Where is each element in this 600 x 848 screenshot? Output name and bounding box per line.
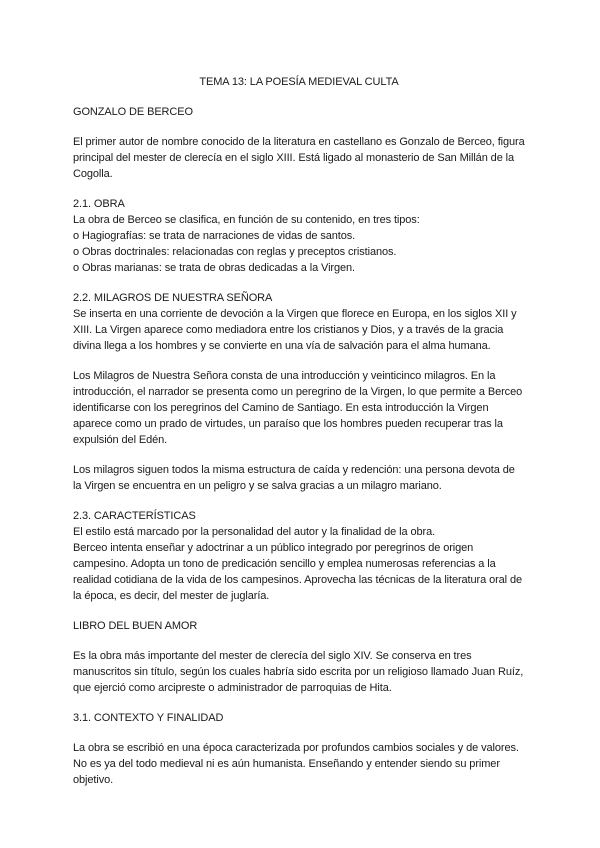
list-item: o Hagiografías: se trata de narraciones de vidas de santos. <box>73 230 356 242</box>
milagros-section <box>73 290 525 354</box>
obra-text: La obra de Berceo se clasifica, en función de su contenido, en tres tipos: <box>73 214 420 226</box>
document-title: TEMA 13: LA POESÍA MEDIEVAL CULTA <box>199 76 399 88</box>
milagros-paragraph-2: Los Milagros de Nuestra Señora consta de una introducción y veinticinco milagros. En la introducción, el narrador se presenta como un peregrino de la Virgen, lo que permite a Berceo identificarse con los peregrinos del Camino de Santiago. En esta introducción la Virgen aparece como un prado de virtudes, un paraíso que los hombres pueden recuperar tras la expulsión del Edén. <box>73 370 523 446</box>
buen-amor-intro-paragraph: Es la obra más importante del mester de clerecía del siglo XIV. Se conserva en tres manuscritos sin título, según los cuales habría sido escrita por un religioso llamado Juan Ruíz, que ejerció como arcipreste o administrador de parroquias de Hita. <box>73 650 524 694</box>
milagros-paragraph-3: Los milagros siguen todos la misma estructura de caída y redención: una persona devota de la Virgen se encuentra en un peligro y se salva gracias a un milagro mariano. <box>73 464 515 492</box>
section-heading-buen-amor: LIBRO DEL BUEN AMOR <box>73 620 198 632</box>
contexto-heading: 3.1. CONTEXTO Y FINALIDAD <box>73 712 224 724</box>
contexto-paragraph-1: La obra se escribió en una época caracterizada por profundos cambios sociales y de valores. No es ya del todo medieval ni es aún humanista. Enseñando y entender siendo su primer objetivo. <box>73 742 519 786</box>
caracteristicas-paragraph-1: El estilo está marcado por la personalidad del autor y la finalidad de la obra. <box>73 526 436 538</box>
obra-section <box>73 196 525 276</box>
berceo-intro-paragraph: El primer autor de nombre conocido de la literatura en castellano es Gonzalo de Berceo, figura principal del mester de clerecía en el siglo XIII. Está ligado al monasterio de San Millán de la Cogolla. <box>73 136 525 180</box>
obra-heading: 2.1. OBRA <box>73 198 125 210</box>
caracteristicas-section <box>73 508 525 604</box>
milagros-heading: 2.2. MILAGROS DE NUESTRA SEÑORA <box>73 292 273 304</box>
section-heading-berceo: GONZALO DE BERCEO <box>73 106 193 118</box>
document-content <box>73 74 525 802</box>
list-item: o Obras doctrinales: relacionadas con reglas y preceptos cristianos. <box>73 246 397 258</box>
caracteristicas-heading: 2.3. CARACTERÍSTICAS <box>73 510 196 522</box>
milagros-paragraph-1: Se inserta en una corriente de devoción a la Virgen que florece en Europa, en los siglos XII y XIII. La Virgen aparece como mediadora entre los cristianos y Dios, y a través de la gracia divina llega a los hombres y se convierte en una vía de salvación para el alma humana. <box>73 308 517 352</box>
caracteristicas-paragraph-2: Berceo intenta enseñar y adoctrinar a un público integrado por peregrinos de origen campesino. Adopta un tono de predicación sencillo y emplea numerosas referencias a la realidad cotidiana de la vida de los campesinos. Aprovecha las técnicas de la literatura oral de la época, es decir, del mester de juglaría. <box>73 542 523 602</box>
list-item: o Obras marianas: se trata de obras dedicadas a la Virgen. <box>73 262 355 274</box>
